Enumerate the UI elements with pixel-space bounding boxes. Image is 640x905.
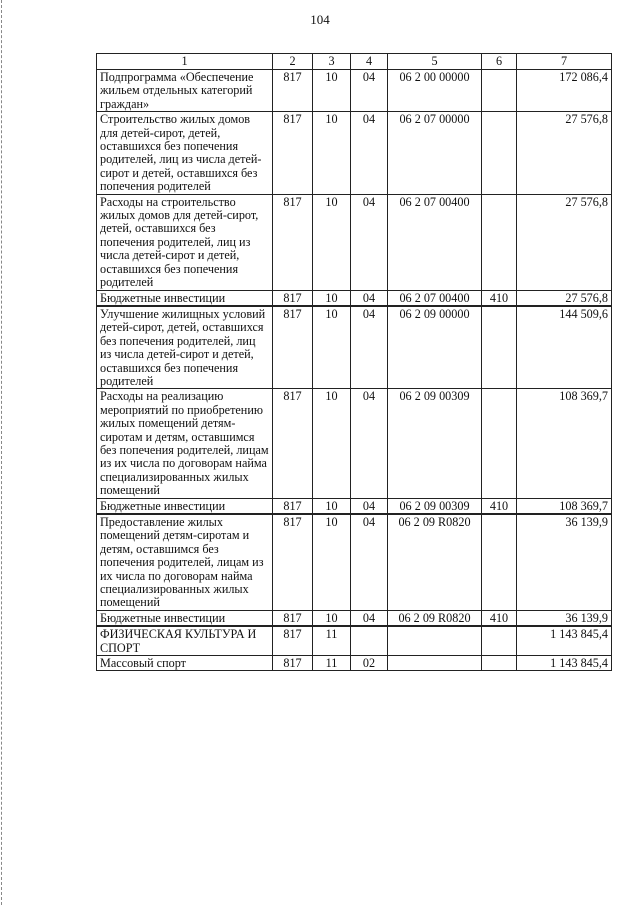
row-ved-cell: 817: [273, 194, 313, 290]
row-section-cell: 10: [313, 194, 351, 290]
table-row: [97, 498, 612, 514]
row-target-article-cell: [388, 656, 482, 671]
row-subsection-cell: 02: [351, 656, 388, 671]
row-section-cell: 10: [313, 514, 351, 610]
row-subsection-cell: 04: [351, 194, 388, 290]
row-subsection-cell: 04: [351, 70, 388, 112]
row-target-article-cell: 06 2 09 00309: [388, 389, 482, 498]
row-amount-cell: 27 576,8: [517, 290, 612, 306]
row-section-cell: 11: [313, 626, 351, 655]
row-expense-type-cell: [482, 626, 517, 655]
row-section-cell: 10: [313, 112, 351, 194]
row-subsection-cell: 04: [351, 514, 388, 610]
row-name-cell: Бюджетные инвестиции: [97, 498, 273, 514]
page-edge-line: [1, 0, 3, 905]
row-expense-type-cell: [482, 306, 517, 389]
row-name-cell: Бюджетные инвестиции: [97, 290, 273, 306]
row-expense-type-cell: [482, 389, 517, 498]
row-target-article-cell: [388, 626, 482, 655]
row-amount-cell: 172 086,4: [517, 70, 612, 112]
table-row: [97, 290, 612, 306]
table-row: [97, 70, 612, 112]
header-col-3: 3: [313, 54, 351, 70]
row-name-cell: Расходы на реализацию мероприятий по приобретению жилых помещений детям-сиротам и детям, оставшимся без попечения родителей, лицам из их числа по договорам найма специализированных жилых помещений: [97, 389, 273, 498]
table-row: [97, 514, 612, 610]
table-row: [97, 610, 612, 626]
row-name-cell: Улучшение жилищных условий детей-сирот, детей, оставшихся без попечения родителей, лиц из числа детей-сирот и детей, оставшихся без попечения родителей: [97, 306, 273, 389]
row-expense-type-cell: [482, 656, 517, 671]
table-row: [97, 389, 612, 498]
row-subsection-cell: [351, 626, 388, 655]
header-col-2: 2: [273, 54, 313, 70]
row-name-cell: Предоставление жилых помещений детям-сиротам и детям, оставшимся без попечения родителей, лицам из их числа по договорам найма специализированных жилых помещений: [97, 514, 273, 610]
row-expense-type-cell: 410: [482, 290, 517, 306]
row-ved-cell: 817: [273, 626, 313, 655]
row-ved-cell: 817: [273, 70, 313, 112]
row-expense-type-cell: 410: [482, 610, 517, 626]
row-ved-cell: 817: [273, 306, 313, 389]
row-name-cell: Массовый спорт: [97, 656, 273, 671]
budget-table: [96, 53, 612, 671]
row-ved-cell: 817: [273, 656, 313, 671]
row-section-cell: 10: [313, 498, 351, 514]
row-amount-cell: 27 576,8: [517, 194, 612, 290]
row-name-cell: ФИЗИЧЕСКАЯ КУЛЬТУРА И СПОРТ: [97, 626, 273, 655]
row-ved-cell: 817: [273, 610, 313, 626]
row-expense-type-cell: 410: [482, 498, 517, 514]
row-target-article-cell: 06 2 07 00400: [388, 194, 482, 290]
header-col-4: 4: [351, 54, 388, 70]
row-expense-type-cell: [482, 70, 517, 112]
row-subsection-cell: 04: [351, 306, 388, 389]
row-name-cell: Строительство жилых домов для детей-сирот, детей, оставшихся без попечения родителей, лиц из числа детей-сирот и детей, оставшихся без попечения родителей: [97, 112, 273, 194]
row-section-cell: 10: [313, 290, 351, 306]
row-section-cell: 10: [313, 610, 351, 626]
row-target-article-cell: 06 2 09 R0820: [388, 610, 482, 626]
row-target-article-cell: 06 2 07 00000: [388, 112, 482, 194]
table-header-row: [97, 54, 612, 70]
row-expense-type-cell: [482, 112, 517, 194]
row-target-article-cell: 06 2 09 00309: [388, 498, 482, 514]
row-target-article-cell: 06 2 09 R0820: [388, 514, 482, 610]
row-amount-cell: 108 369,7: [517, 498, 612, 514]
row-target-article-cell: 06 2 09 00000: [388, 306, 482, 389]
header-col-7: 7: [517, 54, 612, 70]
row-name-cell: Расходы на строительство жилых домов для детей-сирот, детей, оставшихся без попечения родителей, лиц из числа детей-сирот и детей, оставшихся без попечения родителей: [97, 194, 273, 290]
row-ved-cell: 817: [273, 112, 313, 194]
row-subsection-cell: 04: [351, 498, 388, 514]
row-amount-cell: 144 509,6: [517, 306, 612, 389]
table-row: [97, 306, 612, 389]
header-col-6: 6: [482, 54, 517, 70]
row-amount-cell: 36 139,9: [517, 610, 612, 626]
table-row: [97, 626, 612, 655]
row-subsection-cell: 04: [351, 610, 388, 626]
row-ved-cell: 817: [273, 514, 313, 610]
table-row: [97, 194, 612, 290]
page-number: 104: [310, 12, 330, 27]
row-amount-cell: 1 143 845,4: [517, 656, 612, 671]
header-col-1: 1: [97, 54, 273, 70]
table-row: [97, 656, 612, 671]
row-subsection-cell: 04: [351, 389, 388, 498]
row-amount-cell: 27 576,8: [517, 112, 612, 194]
table-row: [97, 112, 612, 194]
row-section-cell: 10: [313, 306, 351, 389]
row-section-cell: 11: [313, 656, 351, 671]
row-target-article-cell: 06 2 07 00400: [388, 290, 482, 306]
row-ved-cell: 817: [273, 498, 313, 514]
row-name-cell: Подпрограмма «Обеспечение жильем отдельных категорий граждан»: [97, 70, 273, 112]
row-ved-cell: 817: [273, 389, 313, 498]
header-col-5: 5: [388, 54, 482, 70]
row-subsection-cell: 04: [351, 290, 388, 306]
row-ved-cell: 817: [273, 290, 313, 306]
row-expense-type-cell: [482, 514, 517, 610]
row-target-article-cell: 06 2 00 00000: [388, 70, 482, 112]
row-name-cell: Бюджетные инвестиции: [97, 610, 273, 626]
row-section-cell: 10: [313, 389, 351, 498]
row-subsection-cell: 04: [351, 112, 388, 194]
row-expense-type-cell: [482, 194, 517, 290]
row-section-cell: 10: [313, 70, 351, 112]
row-amount-cell: 108 369,7: [517, 389, 612, 498]
row-amount-cell: 36 139,9: [517, 514, 612, 610]
row-amount-cell: 1 143 845,4: [517, 626, 612, 655]
